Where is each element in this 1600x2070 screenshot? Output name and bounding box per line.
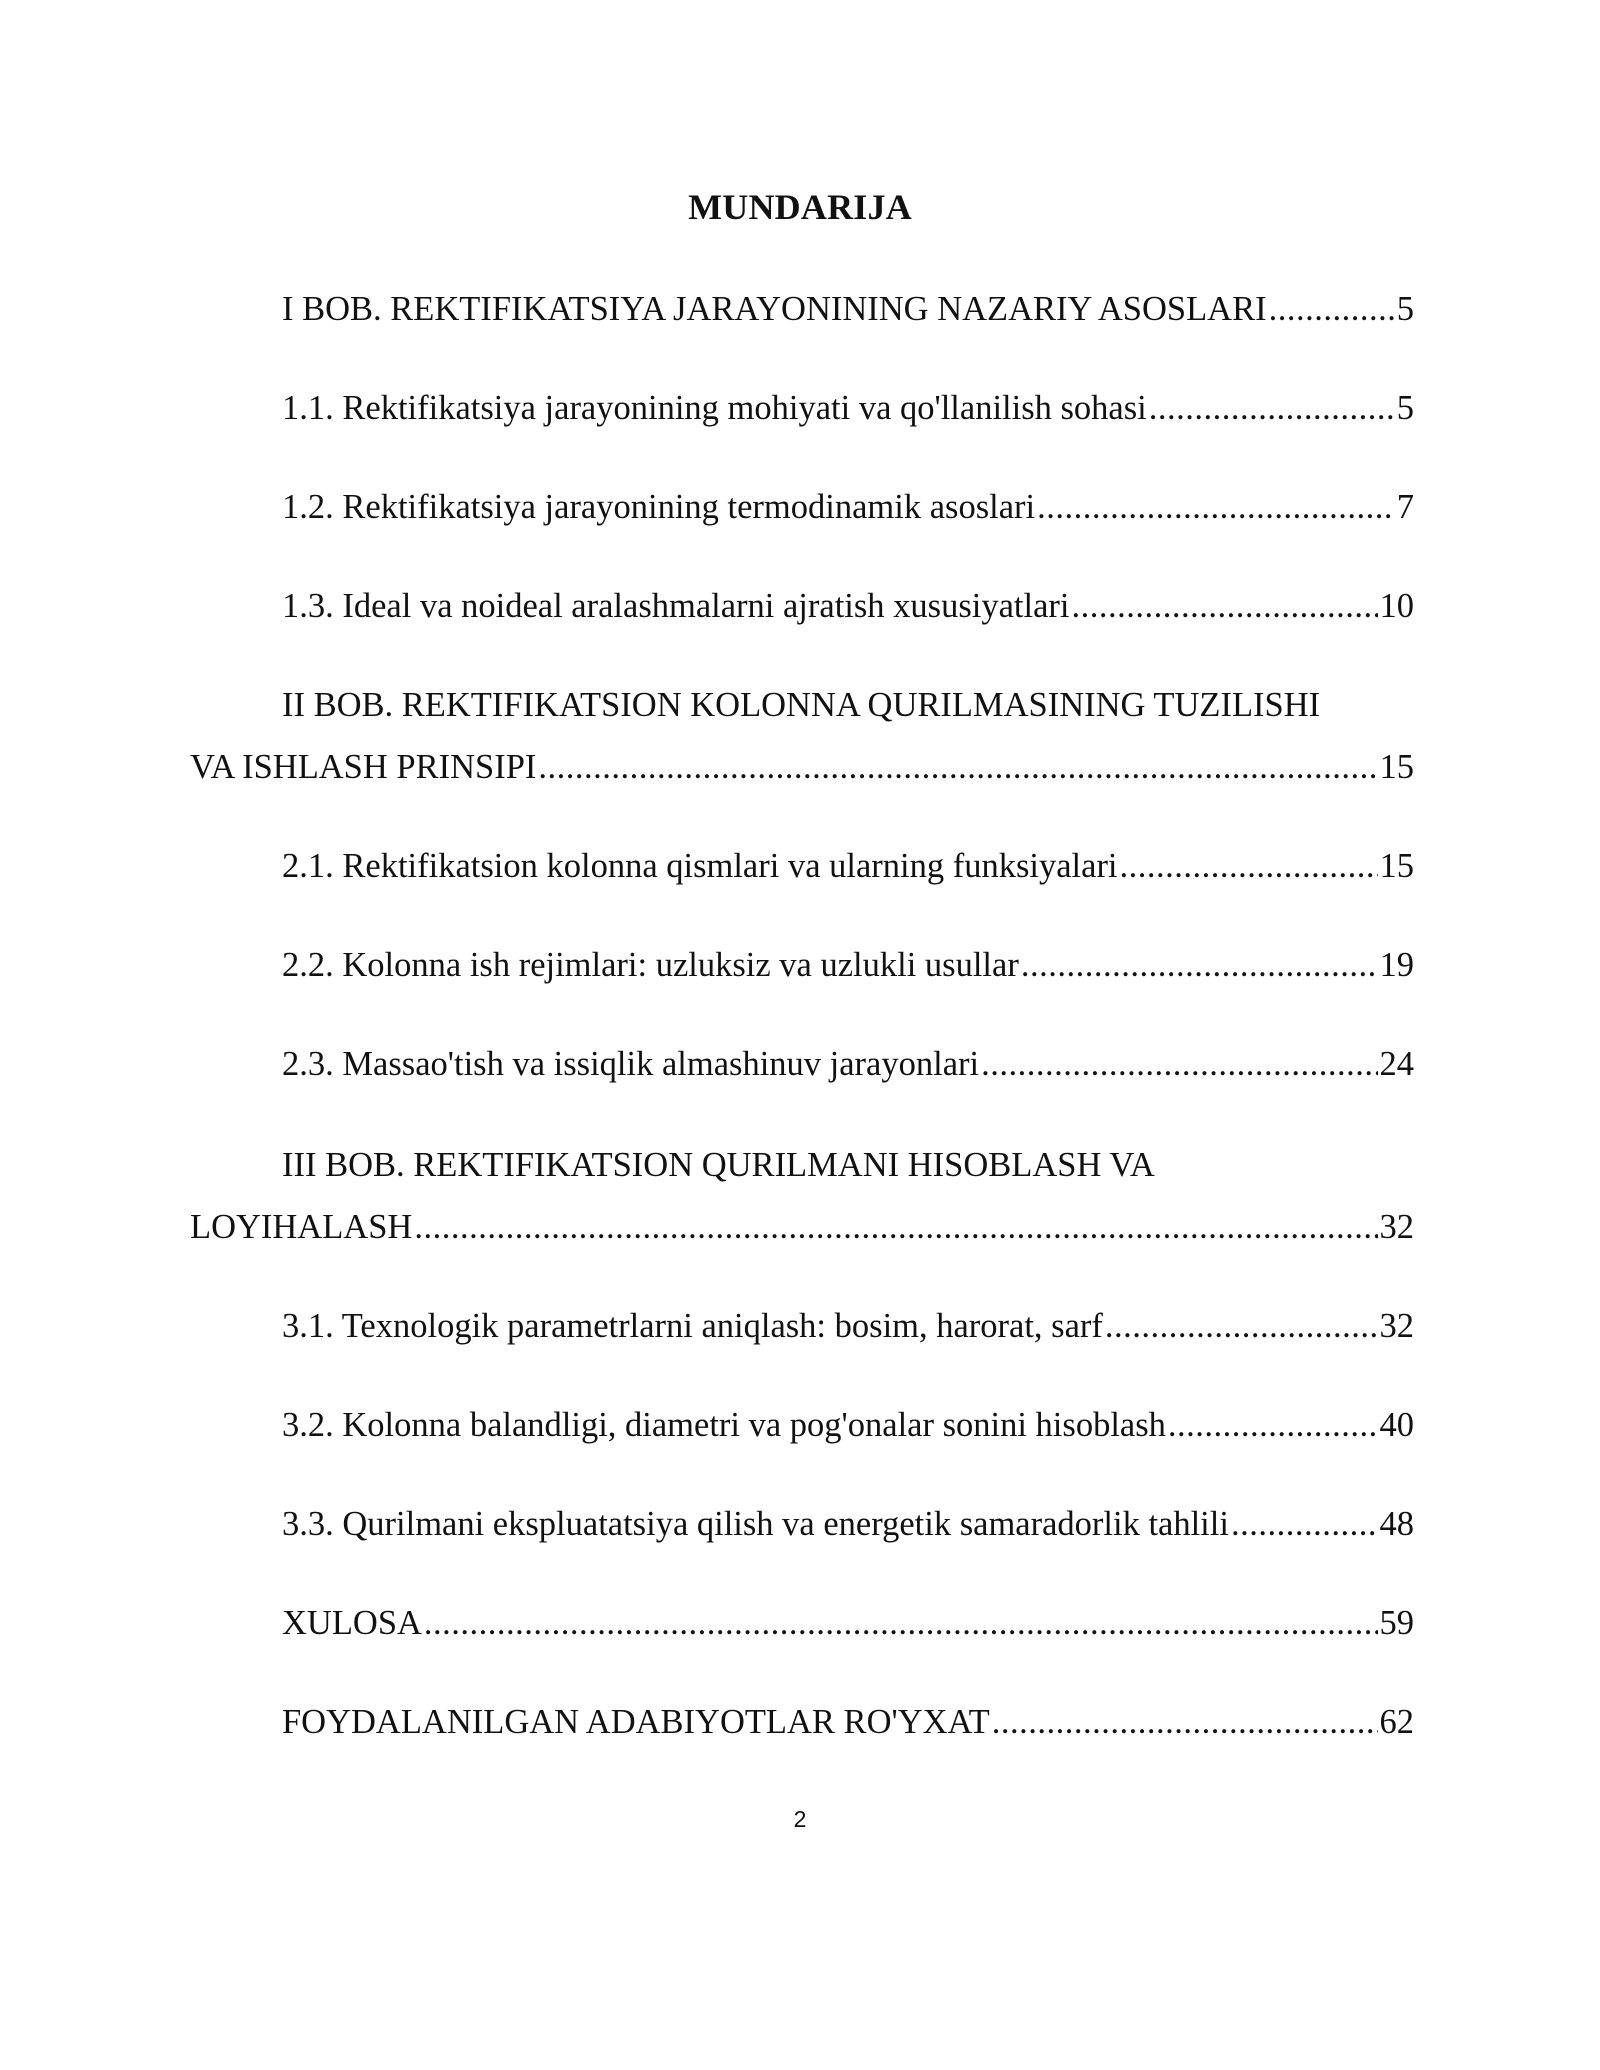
- toc-entry-page: 24: [1379, 1045, 1414, 1083]
- toc-entry-references[interactable]: [190, 1691, 1414, 1753]
- dot-leader: [1231, 1493, 1378, 1555]
- toc-entry-1-2[interactable]: [190, 476, 1414, 538]
- toc-entry-1-3[interactable]: [190, 575, 1414, 637]
- toc-entry-text: I BOB. REKTIFIKATSIYA JARAYONINING NAZARIY ASOSLARI: [282, 290, 1267, 328]
- toc-entry-page: 48: [1379, 1505, 1414, 1543]
- toc-entry-text-line1: II BOB. REKTIFIKATSION KOLONNA QURILMASINING TUZILISHI: [282, 686, 1321, 724]
- toc-entry-3-2[interactable]: [190, 1394, 1414, 1456]
- toc-entry-3-3[interactable]: [190, 1493, 1414, 1555]
- dot-leader: [538, 736, 1377, 798]
- toc-entry-chapter-3[interactable]: [190, 1134, 1414, 1258]
- toc-entry-page: 62: [1379, 1703, 1414, 1741]
- dot-leader: [1071, 575, 1377, 637]
- toc-entry-page: 5: [1396, 290, 1414, 328]
- toc-entry-page: 15: [1379, 748, 1414, 786]
- dot-leader: [1269, 278, 1395, 340]
- dot-leader: [1105, 1295, 1378, 1357]
- toc-entry-chapter-2[interactable]: [190, 674, 1414, 798]
- toc-entry-page: 5: [1396, 389, 1414, 427]
- toc-entry-page: 15: [1379, 847, 1414, 885]
- toc-entry-page: 40: [1379, 1406, 1414, 1444]
- dot-leader: [1168, 1394, 1378, 1456]
- toc-entry-2-1[interactable]: [190, 835, 1414, 897]
- dot-leader: [424, 1592, 1378, 1654]
- toc-entry-page: 59: [1379, 1604, 1414, 1642]
- toc-entry-text: 3.3. Qurilmani ekspluatatsiya qilish va energetik samaradorlik tahlili: [282, 1505, 1229, 1543]
- dot-leader: [1021, 934, 1378, 996]
- toc-entry-page: 32: [1379, 1208, 1414, 1246]
- dot-leader: [414, 1196, 1377, 1258]
- dot-leader: [981, 1033, 1377, 1095]
- toc-entry-text: 2.1. Rektifikatsion kolonna qismlari va ularning funksiyalari: [282, 847, 1118, 885]
- dot-leader: [1120, 835, 1378, 897]
- toc-entry-text-line2: VA ISHLASH PRINSIPI: [190, 748, 537, 786]
- toc-entry-text: 1.1. Rektifikatsiya jarayonining mohiyati va qo'llanilish sohasi: [282, 389, 1147, 427]
- toc-entry-text-line1: III BOB. REKTIFIKATSION QURILMANI HISOBLASH VA: [282, 1146, 1155, 1184]
- toc-entry-text: 3.1. Texnologik parametrlarni aniqlash: bosim, harorat, sarf: [282, 1307, 1103, 1345]
- dot-leader: [1149, 377, 1395, 439]
- toc-entry-2-2[interactable]: [190, 934, 1414, 996]
- toc-entry-3-1[interactable]: [190, 1295, 1414, 1357]
- toc-entry-conclusion[interactable]: [190, 1592, 1414, 1654]
- toc-entry-page: 7: [1396, 488, 1414, 526]
- toc-entry-text: 2.3. Massao'tish va issiqlik almashinuv jarayonlari: [282, 1045, 980, 1083]
- toc-entry-2-3[interactable]: [190, 1033, 1414, 1095]
- toc-entry-text: XULOSA: [282, 1604, 422, 1642]
- toc-entry-text: 3.2. Kolonna balandligi, diametri va pog'onalar sonini hisoblash: [282, 1406, 1166, 1444]
- toc-entry-text-line2: LOYIHALASH: [190, 1208, 413, 1246]
- toc-entry-text: 2.2. Kolonna ish rejimlari: uzluksiz va uzlukli usullar: [282, 946, 1019, 984]
- dot-leader: [1037, 476, 1395, 538]
- toc-entry-page: 19: [1379, 946, 1414, 984]
- page-number: 2: [793, 1806, 807, 1832]
- toc-entry-page: 10: [1379, 587, 1414, 625]
- toc-entry-1-1[interactable]: [190, 377, 1414, 439]
- toc-entry-page: 32: [1379, 1307, 1414, 1345]
- dot-leader: [992, 1691, 1378, 1753]
- toc-title: MUNDARIJA: [688, 187, 912, 227]
- toc-entry-chapter-1[interactable]: [190, 278, 1414, 340]
- toc-entry-text: 1.3. Ideal va noideal aralashmalarni ajratish xususiyatlari: [282, 587, 1070, 625]
- toc-entry-text: 1.2. Rektifikatsiya jarayonining termodinamik asoslari: [282, 488, 1036, 526]
- toc-entry-text: FOYDALANILGAN ADABIYOTLAR RO'YXAT: [282, 1703, 990, 1741]
